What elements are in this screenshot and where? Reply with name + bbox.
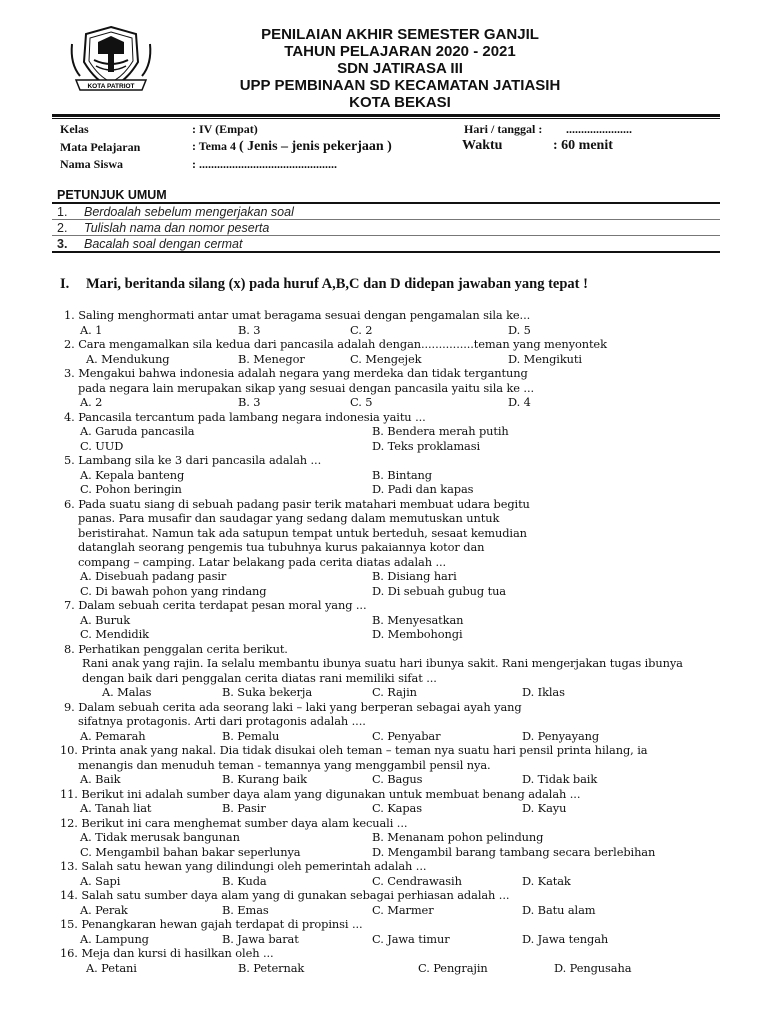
question-text: 7. Dalam sebuah cerita terdapat pesan moral yang ... [64,598,367,612]
answer-option: C. Rajin [372,685,417,699]
question-text: 14. Salah satu sumber daya alam yang di gunakan sebagai perhiasan adalah ... [60,888,510,902]
answer-option: C. 2 [350,322,373,337]
answer-option: B. 3 [238,322,261,337]
answer-option: A. Disebuah padang pasir [80,569,227,583]
answer-option: A. Pemarah [80,728,146,743]
answer-option: A. Sapi [80,873,121,888]
answer-option: D. Teks proklamasi [372,438,481,453]
mapel-theme-title: ( Jenis – jenis pekerjaan ) [239,139,392,154]
nama-label: Nama Siswa [60,157,124,171]
answer-option: A. Buruk [80,612,131,627]
answer-option: A. Perak [80,902,128,917]
answer-option: D. Mengikuti [508,351,582,366]
header-city: KOTA BEKASI [349,94,451,111]
answer-option: C. Mendidik [80,627,149,641]
question-text: 1. Saling menghormati antar umat beragama sesuai dengan pengamalan sila ke... [64,308,531,322]
section-number: I. [60,276,70,292]
hari-label: Hari / tanggal : [464,122,543,136]
kelas-value: : IV (Empat) [192,122,258,136]
petunjuk-line-3 [52,251,720,253]
answer-option: A. Malas [102,685,152,699]
answer-option: B. Kuda [222,873,267,888]
header-upp: UPP PEMBINAAN SD KECAMATAN JATIASIH [239,77,561,94]
header-year: TAHUN PELAJARAN 2020 - 2021 [284,43,516,60]
answer-option: C. 5 [350,395,373,409]
answer-option: D. Padi dan kapas [372,482,474,496]
answer-option: A. Baik [80,772,121,786]
answer-option: B. Bintang [372,467,432,482]
answer-option: D. Kayu [522,801,567,815]
hari-value: ...................... [566,122,632,136]
nama-value: : .............................................. [192,157,337,171]
header-title: PENILAIAN AKHIR SEMESTER GANJIL [261,26,539,43]
answer-option: B. Suka bekerja [222,685,313,699]
question-text: 3. Mengakui bahwa indonesia adalah negara yang merdeka dan tidak tergantung [64,366,528,380]
answer-option: D. Membohongi [372,627,463,641]
question-text: 15. Penangkaran hewan gajah terdapat di propinsi ... [60,917,363,931]
answer-option: B. Peternak [238,960,305,975]
petunjuk-line-1 [52,219,720,220]
answer-option: C. Mengejek [350,351,422,366]
question-text: 16. Meja dan kursi di hasilkan oleh ... [60,946,274,960]
answer-option: D. 4 [508,395,531,409]
answer-option: B. Menanam pohon pelindung [372,830,544,844]
answer-option: D. Batu alam [522,902,596,917]
answer-option: A. Mendukung [86,351,170,366]
petunjuk-divider [52,202,720,204]
answer-option: D. Iklas [522,685,565,699]
kelas-label: Kelas [60,122,89,136]
petunjuk-item-2: Tulislah nama dan nomor peserta [84,221,270,235]
waktu-value: : 60 menit [553,138,613,153]
question-text-cont: panas. Para musafir dan saudagar yang sedang dalam memutuskan untuk [78,511,500,525]
answer-option: C. Pohon beringin [80,482,182,496]
petunjuk-line-2 [52,235,720,236]
question-text: 10. Printa anak yang nakal. Dia tidak disukai oleh teman – teman nya suatu hari pensil printa hilang, ia [60,743,648,757]
answer-option: D. Pengusaha [554,960,632,975]
header-divider-thin [52,118,720,119]
answer-option: C. Penyabar [372,728,441,743]
question-text: 2. Cara mengamalkan sila kedua dari pancasila adalah dengan...............teman yang menyontek [64,337,607,351]
answer-option: D. Tidak baik [522,772,598,786]
waktu-label: Waktu [462,138,503,153]
answer-option: A. Tanah liat [80,801,152,815]
answer-option: B. Bendera merah putih [372,424,509,438]
logo-caption: KOTA PATRIOT [87,83,135,90]
answer-option: C. Di bawah pohon yang rindang [80,583,267,598]
question-text: 5. Lambang sila ke 3 dari pancasila adalah ... [64,453,322,467]
question-text-cont: sifatnya protagonis. Arti dari protagonis adalah .... [78,714,366,728]
answer-option: C. Marmer [372,902,434,917]
answer-option: C. Bagus [372,772,423,786]
answer-option: B. Menyesatkan [372,612,464,627]
question-text: 11. Berikut ini adalah sumber daya alam yang digunakan untuk membuat benang adalah ... [60,786,581,801]
school-logo [66,24,156,94]
answer-option: C. Kapas [372,801,422,815]
answer-option: B. Kurang baik [222,772,307,786]
question-text: 8. Perhatikan penggalan cerita berikut. [64,641,288,656]
answer-option: C. Mengambil bahan bakar seperlunya [80,844,301,859]
answer-option: A. Kepala banteng [80,467,185,482]
mapel-value [192,139,392,154]
answer-option: D. Katak [522,873,571,888]
answer-option: B. 3 [238,395,261,409]
question-text-cont: dengan baik dari penggalan cerita diatas rani memiliki sifat ... [82,670,437,685]
answer-option: A. Tidak merusak bangunan [80,830,240,844]
mapel-label: Mata Pelajaran [60,140,141,154]
question-text-cont: beristirahat. Namun tak ada satupun tempat untuk berteduh, sesaat kemudian [78,525,527,540]
answer-option: D. Penyayang [522,728,600,743]
answer-option: B. Jawa barat [222,931,299,946]
question-text: 12. Berikut ini cara menghemat sumber daya alam kecuali ... [60,815,408,830]
petunjuk-item-3: Bacalah soal dengan cermat [84,237,243,251]
section-title: Mari, beritanda silang (x) pada huruf A,B,C dan D didepan jawaban yang tepat ! [86,276,588,292]
answer-option: C. UUD [80,438,124,453]
answer-option: C. Jawa timur [372,931,450,946]
question-text-cont: Rani anak yang rajin. Ia selalu membantu ibunya suatu hari ibunya sakit. Rani mengerjakan tugas ibunya [82,656,683,670]
question-text-cont: pada negara lain merupakan sikap yang sesuai dengan pancasila yaitu sila ke ... [78,380,534,395]
answer-option: B. Emas [222,902,269,917]
question-text: 6. Pada suatu siang di sebuah padang pasir terik matahari membuat udara begitu [64,496,530,511]
header-school: SDN JATIRASA III [337,60,463,77]
question-text-cont: menangis dan menuduh teman - temannya yang menggambil pensil nya. [78,757,491,772]
question-text: 4. Pancasila tercantum pada lambang negara indonesia yaitu ... [64,409,426,424]
petunjuk-num-3: 3. [57,237,68,251]
answer-option: B. Disiang hari [372,569,457,583]
answer-option: D. 5 [508,322,531,337]
question-text: 13. Salah satu hewan yang dilindungi oleh pemerintah adalah ... [60,859,427,873]
answer-option: D. Jawa tengah [522,931,609,946]
petunjuk-num-1: 1. [57,205,68,219]
answer-option: A. Lampung [80,931,149,946]
header-divider [52,114,720,117]
answer-option: C. Cendrawasih [372,873,462,888]
answer-option: B. Pasir [222,801,266,815]
petunjuk-title: PETUNJUK UMUM [57,188,167,202]
answer-option: B. Menegor [238,351,305,366]
answer-option: A. 1 [80,322,103,337]
answer-option: C. Pengrajin [418,960,488,975]
answer-option: D. Di sebuah gubug tua [372,583,506,598]
petunjuk-num-2: 2. [57,221,68,235]
answer-option: A. 2 [80,395,103,409]
mapel-tema: : Tema 4 [192,139,240,153]
question-text: 9. Dalam sebuah cerita ada seorang laki – laki yang berperan sebagai ayah yang [64,699,522,714]
answer-option: A. Garuda pancasila [80,424,195,438]
answer-option: A. Petani [86,960,137,975]
question-text-cont: datanglah seorang pengemis tua tubuhnya kurus pakaiannya kotor dan [78,540,485,554]
question-text-cont: compang – camping. Latar belakang pada cerita diatas adalah ... [78,554,447,569]
answer-option: B. Pemalu [222,728,280,743]
petunjuk-item-1: Berdoalah sebelum mengerjakan soal [84,205,294,219]
answer-option: D. Mengambil barang tambang secara berlebihan [372,844,656,859]
